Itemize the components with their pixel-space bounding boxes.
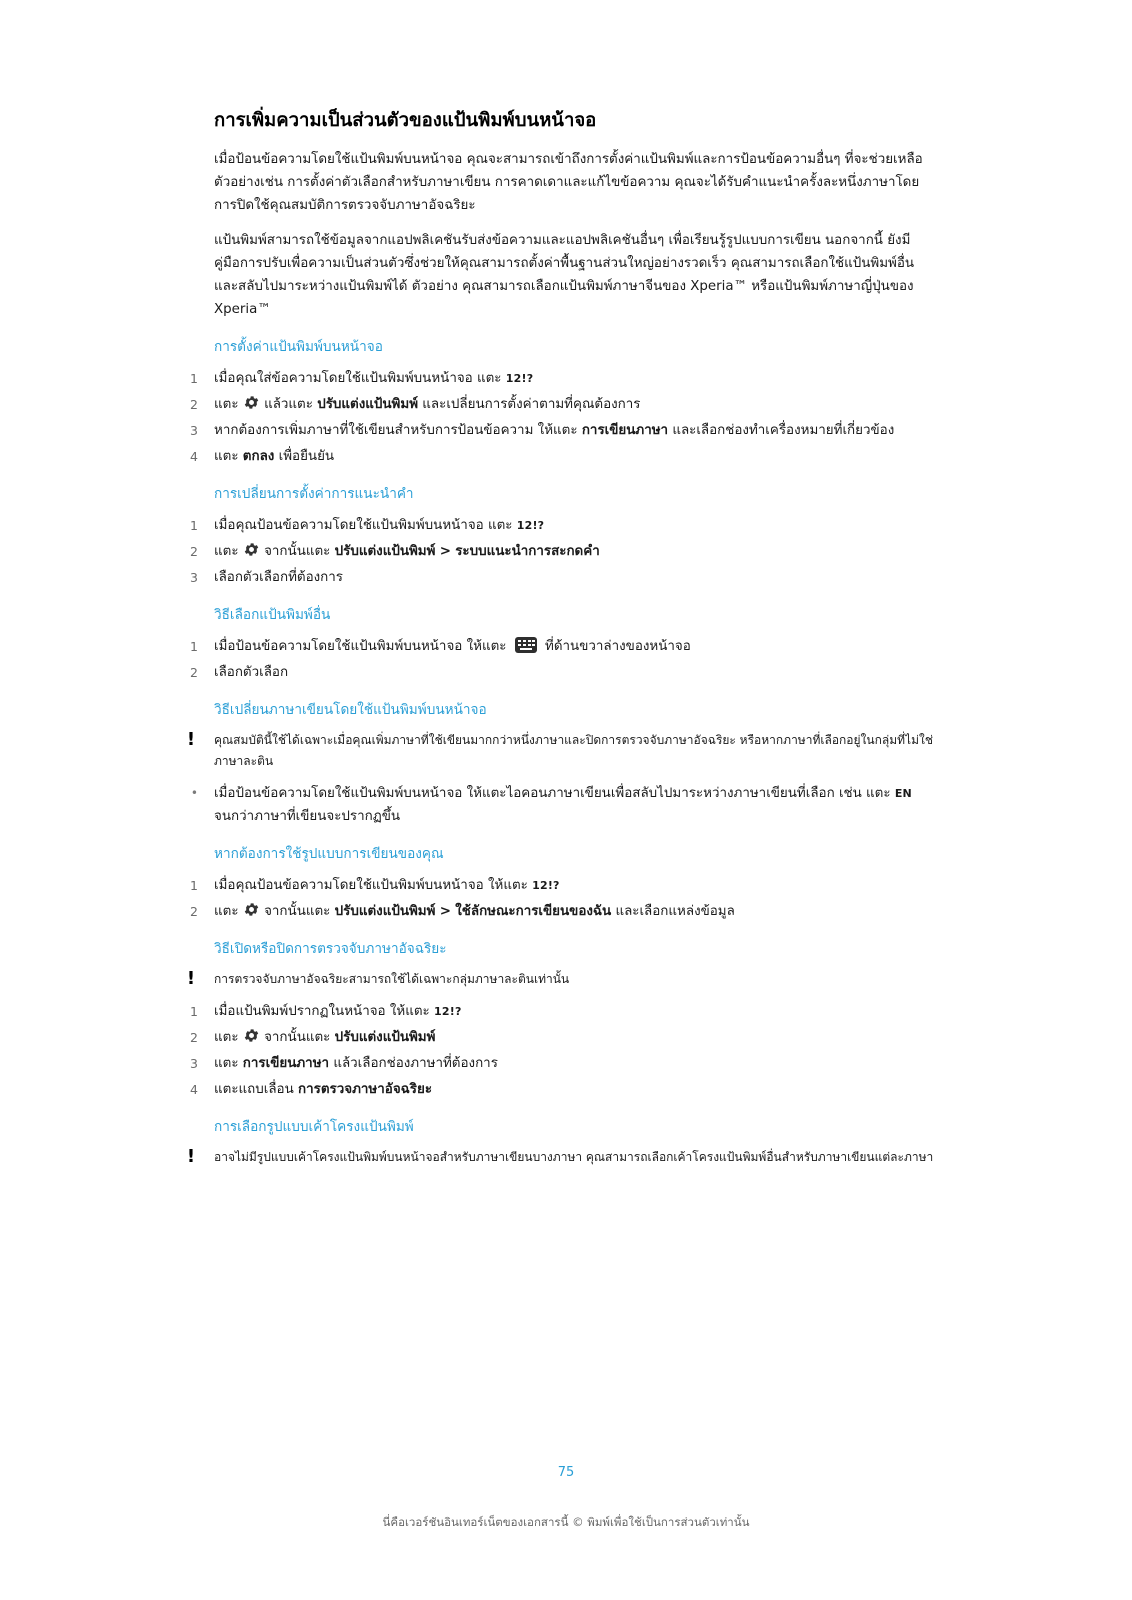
note-latin-languages — [186, 729, 934, 772]
step-text: เมื่อคุณใส่ข้อความโดยใช้แป้นพิมพ์บนหน้าจอ แตะ — [214, 371, 502, 386]
step-number: 3 — [190, 1056, 198, 1071]
step-text: เมื่อป้อนข้อความโดยใช้แป้นพิมพ์บนหน้าจอ ให้แตะไอคอนภาษาเขียนเพื่อสลับไปมาระหว่างภาษาเขียนที่เลือก เช่น แตะ — [214, 786, 891, 801]
bullet-item — [190, 782, 934, 828]
gear-icon — [243, 1027, 260, 1044]
step-item — [190, 393, 934, 416]
page-content — [186, 108, 934, 1178]
step-item — [190, 566, 934, 589]
note-keyboard-layout — [186, 1146, 934, 1168]
step-text: และเลือกช่องทำเครื่องหมายที่เกี่ยวข้อง — [672, 423, 895, 438]
step-number: 2 — [190, 665, 198, 680]
note-text: การตรวจจับภาษาอัจฉริยะสามารถใช้ได้เฉพาะกลุ่มภาษาละตินเท่านั้น — [214, 972, 570, 986]
section-heading-smart-detection: วิธีเปิดหรือปิดการตรวจจับภาษาอัจฉริยะ — [214, 941, 447, 957]
en-language-icon: EN — [894, 787, 912, 800]
steps-writing-style — [190, 874, 934, 923]
step-text: และเปลี่ยนการตั้งค่าตามที่คุณต้องการ — [422, 397, 641, 412]
step-text: แล้วแตะ — [264, 397, 313, 412]
step-text: เมื่อคุณป้อนข้อความโดยใช้แป้นพิมพ์บนหน้าจอ ให้แตะ — [214, 878, 528, 893]
step-text: แตะ — [214, 1030, 239, 1045]
steps-other-keyboard — [190, 635, 934, 684]
bullet-change-language — [190, 782, 934, 828]
step-number: 2 — [190, 544, 198, 559]
abc-key-icon: 12!? — [434, 1005, 462, 1018]
step-number: 3 — [190, 570, 198, 585]
step-text: เมื่อแป้นพิมพ์ปรากฏในหน้าจอ ให้แตะ — [214, 1004, 430, 1019]
ui-term: การเขียนภาษา — [581, 423, 669, 438]
step-item — [190, 661, 934, 684]
exclamation-icon: ! — [186, 729, 196, 750]
step-text: จากนั้นแตะ — [264, 904, 331, 919]
step-text: แตะแถบเลื่อน — [214, 1082, 294, 1097]
step-item — [190, 874, 934, 897]
step-text: จนกว่าภาษาที่เขียนจะปรากฏขึ้น — [214, 809, 401, 824]
section-heading-word-suggestions: การเปลี่ยนการตั้งค่าการแนะนำคำ — [214, 486, 414, 502]
step-item — [190, 514, 934, 537]
bullet-marker: • — [190, 786, 198, 800]
step-text: และเลือกแหล่งข้อมูล — [615, 904, 735, 919]
ui-term: ใช้ลักษณะการเขียนของฉัน — [455, 904, 612, 919]
step-number: 1 — [190, 878, 198, 893]
step-number: 1 — [190, 1004, 198, 1019]
ui-term: ปรับแต่งแป้นพิมพ์ — [317, 397, 419, 412]
step-text: เมื่อป้อนข้อความโดยใช้แป้นพิมพ์บนหน้าจอ ให้แตะ — [214, 639, 507, 654]
abc-key-icon: 12!? — [532, 879, 560, 892]
step-text: แตะ — [214, 904, 239, 919]
step-text: เลือกตัวเลือก — [214, 665, 289, 680]
step-item — [190, 1026, 934, 1049]
step-item — [190, 445, 934, 468]
ui-term: ตกลง — [242, 449, 275, 464]
note-text: คุณสมบัตินี้ใช้ได้เฉพาะเมื่อคุณเพิ่มภาษาที่ใช้เขียนมากกว่าหนึ่งภาษาและปิดการตรวจจับภาษาอัจฉริยะ หรือหากภาษาที่เลือกอยู่ในกลุ่มที่ไม่ใช่ภาษาละติน — [214, 733, 933, 768]
step-text: ที่ด้านขวาล่างของหน้าจอ — [545, 639, 691, 654]
step-number: 1 — [190, 639, 198, 654]
gear-icon — [243, 541, 260, 558]
step-item — [190, 635, 934, 658]
step-number: 1 — [190, 518, 198, 533]
abc-key-icon: 12!? — [505, 372, 534, 385]
step-number: 2 — [190, 397, 198, 412]
step-text: แตะ — [214, 449, 239, 464]
step-item — [190, 1078, 934, 1101]
note-text: อาจไม่มีรูปแบบเค้าโครงแป้นพิมพ์บนหน้าจอสำหรับภาษาเขียนบางภาษา คุณสามารถเลือกเค้าโครงแป้นพิมพ์อื่นสำหรับภาษาเขียนแต่ละภาษา — [214, 1150, 934, 1164]
step-text: เลือกตัวเลือกที่ต้องการ — [214, 570, 344, 585]
exclamation-icon: ! — [186, 1146, 196, 1167]
page-title: การเพิ่มความเป็นส่วนตัวของแป้นพิมพ์บนหน้าจอ — [214, 110, 597, 131]
step-text: จากนั้นแตะ — [264, 544, 331, 559]
gear-icon — [243, 394, 260, 411]
step-number: 4 — [190, 449, 198, 464]
step-item — [190, 540, 934, 563]
step-number: 3 — [190, 423, 198, 438]
abc-key-icon: 12!? — [516, 519, 545, 532]
exclamation-icon: ! — [186, 968, 196, 989]
step-text: เพื่อยืนยัน — [278, 449, 335, 464]
step-number: 4 — [190, 1082, 198, 1097]
intro-paragraph-2: แป้นพิมพ์สามารถใช้ข้อมูลจากแอปพลิเคชันรับส่งข้อความและแอปพลิเคชันอื่นๆ เพื่อเรียนรู้รูปแบบการเขียน นอกจากนี้ ยังมีคู่มือการปรับเพื่อความเป็นส่วนตัวซึ่งช่วยให้คุณสามารถตั้งค่าพื้นฐานส่วนใหญ่อย่างรวดเร็ว คุณสามารถเลือกใช้แป้นพิมพ์อื่นและสลับไปมาระหว่างแป้นพิมพ์ได้ ตัวอย่าง คุณสามารถเลือกแป้นพิมพ์ภาษาจีนของ Xperia™ หรือแป้นพิมพ์ภาษาญี่ปุ่นของ Xperia™ — [214, 233, 915, 317]
page-number: 75 — [557, 1465, 575, 1480]
ui-term: ระบบแนะนำการสะกดคำ — [455, 544, 600, 559]
section-heading-keyboard-settings: การตั้งค่าแป้นพิมพ์บนหน้าจอ — [214, 339, 383, 355]
step-item — [190, 419, 934, 442]
steps-smart-detection — [190, 1000, 934, 1101]
step-text: แล้วเลือกช่องภาษาที่ต้องการ — [333, 1056, 498, 1071]
section-heading-writing-style: หากต้องการใช้รูปแบบการเขียนของคุณ — [214, 846, 444, 862]
step-text: เมื่อคุณป้อนข้อความโดยใช้แป้นพิมพ์บนหน้าจอ แตะ — [214, 518, 513, 533]
step-text: แตะ — [214, 397, 239, 412]
ui-term: การเขียนภาษา — [242, 1056, 330, 1071]
intro-paragraph-1: เมื่อป้อนข้อความโดยใช้แป้นพิมพ์บนหน้าจอ คุณจะสามารถเข้าถึงการตั้งค่าแป้นพิมพ์และการป้อนข้อความอื่นๆ ที่จะช่วยเหลือ ตัวอย่างเช่น การตั้งค่าตัวเลือกสำหรับภาษาเขียน การคาดเดาและแก้ไขข้อความ คุณจะได้รับคำแนะนำครั้งละหนึ่งภาษาโดยการปิดใช้คุณสมบัติการตรวจจับภาษาอัจฉริยะ — [214, 152, 923, 213]
step-item — [190, 1000, 934, 1023]
step-item — [190, 1052, 934, 1075]
step-text: แตะ — [214, 1056, 239, 1071]
keyboard-icon — [515, 637, 537, 653]
gear-icon — [243, 901, 260, 918]
path-separator: > — [439, 904, 451, 919]
section-heading-other-keyboard: วิธีเลือกแป้นพิมพ์อื่น — [214, 607, 331, 623]
ui-term: การตรวจภาษาอัจฉริยะ — [298, 1082, 433, 1097]
step-number: 2 — [190, 1030, 198, 1045]
ui-term: ปรับแต่งแป้นพิมพ์ — [334, 904, 436, 919]
note-smart-detection — [186, 968, 934, 990]
section-heading-change-language: วิธีเปลี่ยนภาษาเขียนโดยใช้แป้นพิมพ์บนหน้าจอ — [214, 702, 487, 718]
step-text: แตะ — [214, 544, 239, 559]
step-number: 2 — [190, 904, 198, 919]
ui-term: ปรับแต่งแป้นพิมพ์ — [334, 544, 436, 559]
step-text: หากต้องการเพิ่มภาษาที่ใช้เขียนสำหรับการป้อนข้อความ ให้แตะ — [214, 423, 578, 438]
steps-word-suggestions — [190, 514, 934, 589]
steps-keyboard-settings — [190, 367, 934, 468]
step-item — [190, 900, 934, 923]
ui-term: ปรับแต่งแป้นพิมพ์ — [334, 1030, 436, 1045]
section-heading-keyboard-layout: การเลือกรูปแบบเค้าโครงแป้นพิมพ์ — [214, 1119, 414, 1135]
step-item — [190, 367, 934, 390]
page-footer: นี่คือเวอร์ชันอินเทอร์เน็ตของเอกสารนี้ © พิมพ์เพื่อใช้เป็นการส่วนตัวเท่านั้น — [382, 1515, 750, 1529]
path-separator: > — [439, 544, 451, 559]
step-text: จากนั้นแตะ — [264, 1030, 331, 1045]
step-number: 1 — [190, 371, 198, 386]
